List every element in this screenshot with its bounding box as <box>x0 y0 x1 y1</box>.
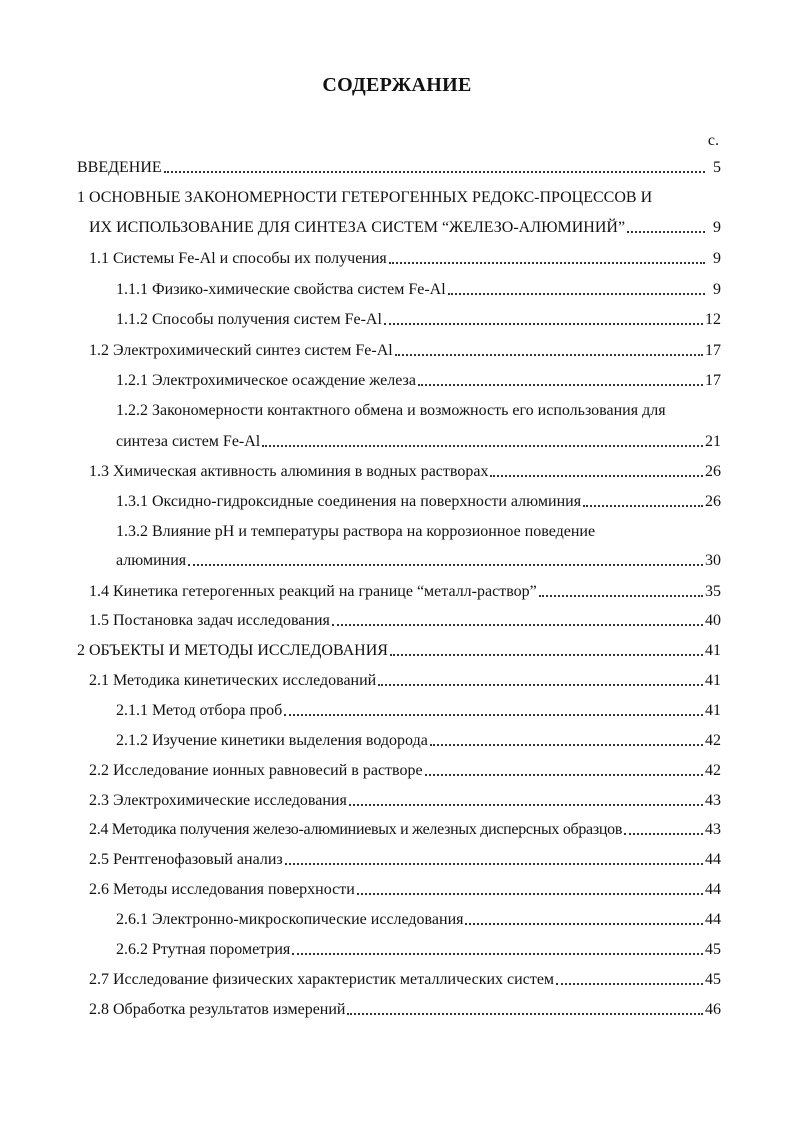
toc-entry-title: 2.8 Обработка результатов измерений <box>89 1001 346 1018</box>
toc-entry-page: 26 <box>705 493 721 510</box>
toc-entry-title-line1[interactable]: 1.3.2 Влияние pH и температуры раствора на коррозионное поведение <box>116 523 596 540</box>
toc-entry-title: 1.3.1 Оксидно-гидроксидные соединения на поверхности алюминия <box>116 493 582 510</box>
toc-entry-title: 2.6.1 Электронно-микроскопические исследования <box>116 911 464 928</box>
dot-leader <box>624 832 703 835</box>
toc-entry[interactable] <box>89 671 721 691</box>
toc-entry-title: 2.1.1 Метод отбора проб <box>116 702 283 719</box>
toc-entry-title: 2.6.2 Ртутная порометрия <box>116 941 291 958</box>
toc-entry-page: 21 <box>705 433 721 450</box>
toc-entry[interactable] <box>77 641 721 661</box>
toc-entry[interactable] <box>116 551 721 571</box>
toc-entry-title-line1[interactable]: 1 ОСНОВНЫЕ ЗАКОНОМЕРНОСТИ ГЕТЕРОГЕННЫХ РЕДОКС-ПРОЦЕССОВ И <box>77 189 653 206</box>
toc-entry[interactable] <box>116 492 721 512</box>
toc-entry[interactable] <box>116 940 721 960</box>
toc-entry-title: ВВЕДЕНИЕ <box>77 159 162 176</box>
dot-leader <box>425 773 703 776</box>
toc-entry[interactable] <box>116 310 721 330</box>
toc-entry-title: 1.1.2 Способы получения систем Fe-Al <box>116 311 382 328</box>
dot-leader <box>285 862 703 865</box>
toc-entry-title: 1.1.1 Физико-химические свойства систем Fe-Al <box>116 281 446 298</box>
toc-entry-title: 1.1 Системы Fe-Al и способы их получения <box>89 250 387 267</box>
toc-entry[interactable] <box>89 1000 721 1020</box>
toc-entry-page: 30 <box>705 552 721 569</box>
toc-entry[interactable] <box>116 910 721 930</box>
toc-entry-title-line1[interactable]: 1.2.2 Закономерности контактного обмена и возможность его использования для <box>116 402 666 419</box>
dot-leader <box>389 261 705 264</box>
toc-entry[interactable] <box>116 731 721 751</box>
toc-entry-page: 17 <box>705 372 721 389</box>
toc-entry[interactable] <box>89 880 721 900</box>
toc-entry-page: 42 <box>705 732 721 749</box>
toc-entry[interactable] <box>116 432 721 452</box>
toc-entry-title: 1.2.1 Электрохимическое осаждение железа <box>116 372 416 389</box>
toc-entry[interactable] <box>89 218 721 238</box>
page-column-label: с. <box>707 132 719 149</box>
dot-leader <box>390 653 703 656</box>
toc-entry[interactable] <box>116 371 721 391</box>
toc-entry-page: 17 <box>705 342 721 359</box>
toc-entry-page: 44 <box>705 851 721 868</box>
toc-entry-title: 2.3 Электрохимические исследования <box>89 792 347 809</box>
dot-leader <box>395 353 703 356</box>
toc-entry[interactable] <box>77 158 721 178</box>
toc-entry-page: 26 <box>705 463 721 480</box>
toc-entry-title: 2.2 Исследование ионных равновесий в растворе <box>89 762 423 779</box>
dot-leader <box>418 383 703 386</box>
dot-leader <box>539 594 703 597</box>
toc-entry-page: 40 <box>705 612 721 629</box>
toc-entry-page: 5 <box>713 159 721 176</box>
toc-entry-title: синтеза систем Fe-Al <box>116 433 261 450</box>
toc-entry-page: 43 <box>705 792 721 809</box>
toc-entry[interactable] <box>89 820 721 840</box>
dot-leader <box>332 623 703 626</box>
toc-entry-page: 46 <box>705 1001 721 1018</box>
toc-entry-page: 9 <box>713 250 721 267</box>
dot-leader <box>262 444 703 447</box>
toc-entry-title: 2.4 Методика получения железо-алюминиевых и железных дисперсных образцов <box>89 821 623 838</box>
toc-entry-title: алюминия <box>116 552 187 569</box>
toc-entry-title: 1.4 Кинетика гетерогенных реакций на границе “металл-раствор” <box>89 583 537 600</box>
toc-entry-title: 2.5 Рентгенофазовый анализ <box>89 851 283 868</box>
toc-entry-page: 44 <box>705 881 721 898</box>
toc-entry-title: ИХ ИСПОЛЬЗОВАНИЕ ДЛЯ СИНТЕЗА СИСТЕМ “ЖЕЛЕЗО-АЛЮМИНИЙ” <box>89 219 626 236</box>
toc-entry-title: 2 ОБЪЕКТЫ И МЕТОДЫ ИССЛЕДОВАНИЯ <box>77 642 388 659</box>
toc-entry-title: 1.5 Постановка задач исследования <box>89 612 330 629</box>
toc-entry[interactable] <box>89 462 721 482</box>
toc-entry-page: 41 <box>705 672 721 689</box>
toc-entry-page: 43 <box>705 821 721 838</box>
dot-leader <box>284 713 703 716</box>
toc-entry-page: 45 <box>705 941 721 958</box>
toc-entry[interactable] <box>89 761 721 781</box>
dot-leader <box>465 922 703 925</box>
toc-entry-title: 2.1.2 Изучение кинетики выделения водорода <box>116 732 428 749</box>
toc-entry[interactable] <box>89 341 721 361</box>
page-title: СОДЕРЖАНИЕ <box>322 74 472 96</box>
dot-leader <box>164 170 705 173</box>
toc-entry-page: 45 <box>705 971 721 988</box>
toc-entry-title: 1.2 Электрохимический синтез систем Fe-Al <box>89 342 393 359</box>
toc-entry[interactable] <box>116 280 721 300</box>
toc-entry-page: 41 <box>705 642 721 659</box>
dot-leader <box>430 743 703 746</box>
dot-leader <box>556 982 703 985</box>
toc-entry[interactable] <box>89 249 721 269</box>
toc-entry[interactable] <box>116 701 721 721</box>
dot-leader <box>384 322 703 325</box>
toc-entry-page: 9 <box>713 219 721 236</box>
toc-entry-page: 41 <box>705 702 721 719</box>
toc-entry[interactable] <box>89 611 721 631</box>
toc-entry-page: 44 <box>705 911 721 928</box>
toc-entry-page: 35 <box>705 583 721 600</box>
toc-entry-title: 2.7 Исследование физических характеристик металлических систем <box>89 971 555 988</box>
toc-entry-page: 9 <box>713 281 721 298</box>
dot-leader <box>583 504 703 507</box>
toc-entry[interactable] <box>89 970 721 990</box>
toc-entry[interactable] <box>89 582 721 602</box>
toc-entry-page: 12 <box>705 311 721 328</box>
dot-leader <box>627 230 705 233</box>
toc-entry-page: 42 <box>705 762 721 779</box>
toc-entry-title: 1.3 Химическая активность алюминия в водных растворах <box>89 463 489 480</box>
toc-entry[interactable] <box>89 850 721 870</box>
toc-entry[interactable] <box>89 791 721 811</box>
dot-leader <box>347 1012 703 1015</box>
dot-leader <box>188 563 703 566</box>
toc-entry-title: 2.6 Методы исследования поверхности <box>89 881 355 898</box>
dot-leader <box>378 683 703 686</box>
dot-leader <box>357 892 703 895</box>
toc-entry-title: 2.1 Методика кинетических исследований <box>89 672 377 689</box>
dot-leader <box>292 952 703 955</box>
dot-leader <box>448 292 705 295</box>
dot-leader <box>349 803 703 806</box>
dot-leader <box>490 474 703 477</box>
